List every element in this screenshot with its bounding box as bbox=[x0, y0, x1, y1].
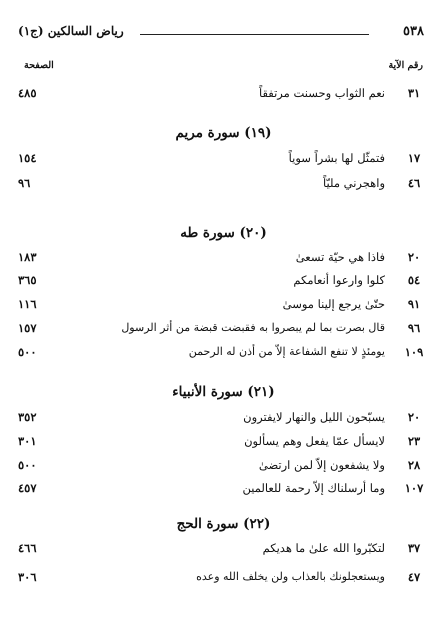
page-reference: ٤٦٦ bbox=[18, 541, 37, 555]
verse-text: وما أرسلناك إلاّ رحمة للعالمين bbox=[242, 481, 385, 495]
page-reference: ١١٦ bbox=[18, 297, 37, 311]
header-rule bbox=[140, 34, 369, 35]
verse-number: ٢٣ bbox=[407, 434, 421, 448]
index-row bbox=[18, 541, 425, 563]
page-reference: ٣٥٢ bbox=[18, 410, 37, 424]
index-row bbox=[18, 176, 425, 198]
index-row bbox=[18, 481, 425, 503]
index-row bbox=[18, 410, 425, 432]
index-row bbox=[18, 151, 425, 173]
page-number: ٥٣٨ bbox=[403, 24, 424, 39]
page-header bbox=[18, 24, 424, 44]
page-reference: ١٥٧ bbox=[18, 321, 37, 335]
verse-number: ٣٧ bbox=[407, 541, 421, 555]
index-row bbox=[18, 297, 425, 319]
page-column-heading: الصفحة bbox=[24, 60, 54, 71]
verse-number: ٢٠ bbox=[407, 410, 421, 424]
verse-text: قال بصرت بما لم يبصروا به فقبضت قبضة من أثر الرسول bbox=[121, 321, 385, 334]
index-row bbox=[18, 458, 425, 480]
index-row bbox=[18, 273, 425, 295]
page-reference: ٩٦ bbox=[18, 176, 31, 190]
page-reference: ٥٠٠ bbox=[18, 345, 37, 359]
verse-text: لتكبّروا الله علىٰ ما هديكم bbox=[262, 541, 385, 555]
index-row bbox=[18, 570, 425, 592]
index-row bbox=[18, 434, 425, 456]
verse-text: فتمثّل لها بشراً سوياً bbox=[288, 151, 385, 165]
index-row bbox=[18, 86, 425, 108]
page-reference: ٤٨٥ bbox=[18, 86, 37, 100]
verse-text: ويستعجلونك بالعذاب ولن يخلف الله وعده bbox=[196, 570, 385, 583]
verse-number: ٩١ bbox=[407, 297, 421, 311]
verse-number: ١٠٧ bbox=[404, 481, 424, 495]
verse-number: ٥٤ bbox=[407, 273, 421, 287]
page-reference: ١٥٤ bbox=[18, 151, 37, 165]
verse-text: واهجرني مليّاً bbox=[323, 176, 385, 190]
page-reference: ٣٠٦ bbox=[18, 570, 37, 584]
verse-text: حتّىٰ يرجع إلينا موسىٰ bbox=[282, 297, 385, 311]
surah-heading: (٢١) سورة الأنبياء bbox=[172, 384, 275, 400]
verse-number: ١٠٩ bbox=[404, 345, 424, 359]
surah-heading: (٢٠) سورة طه bbox=[180, 225, 267, 241]
index-row bbox=[18, 321, 425, 343]
verse-number: ٩٦ bbox=[407, 321, 421, 335]
running-title: رياض السالكين (ج١) bbox=[18, 24, 124, 38]
verse-number: ٣١ bbox=[407, 86, 421, 100]
page-reference: ٤٥٧ bbox=[18, 481, 37, 495]
verse-text: ولا يشفعون إلاّ لمن ارتضىٰ bbox=[258, 458, 385, 472]
verse-text: يومئذٍ لا تنفع الشفاعة إلاّ من أذن له الرحمن bbox=[188, 345, 385, 358]
verse-text: نعم الثواب وحسنت مرتفقاً bbox=[258, 86, 385, 100]
verse-number: ٢٠ bbox=[407, 250, 421, 264]
page-reference: ٥٠٠ bbox=[18, 458, 37, 472]
verse-number: ٤٧ bbox=[407, 570, 421, 584]
index-row bbox=[18, 250, 425, 272]
verse-text: كلوا وارعوا أنعامكم bbox=[293, 273, 385, 287]
verse-text: لايسأل عمّا يفعل وهم يسألون bbox=[244, 434, 385, 448]
surah-heading: (١٩) سورة مريم bbox=[175, 125, 272, 141]
page-reference: ١٨٣ bbox=[18, 250, 37, 264]
verse-number: ٤٦ bbox=[407, 176, 421, 190]
verse-number: ١٧ bbox=[407, 151, 421, 165]
page-reference: ٣٠١ bbox=[18, 434, 37, 448]
verse-number-column-heading: رقم الآية bbox=[388, 60, 423, 71]
verse-text: يسبّحون الليل والنهار لايفترون bbox=[243, 410, 385, 424]
surah-heading: (٢٢) سورة الحج bbox=[176, 516, 271, 532]
index-row bbox=[18, 345, 425, 367]
verse-number: ٢٨ bbox=[407, 458, 421, 472]
verse-text: فاذا هي حيّة تسعىٰ bbox=[295, 250, 385, 264]
page-reference: ٣٦٥ bbox=[18, 273, 37, 287]
